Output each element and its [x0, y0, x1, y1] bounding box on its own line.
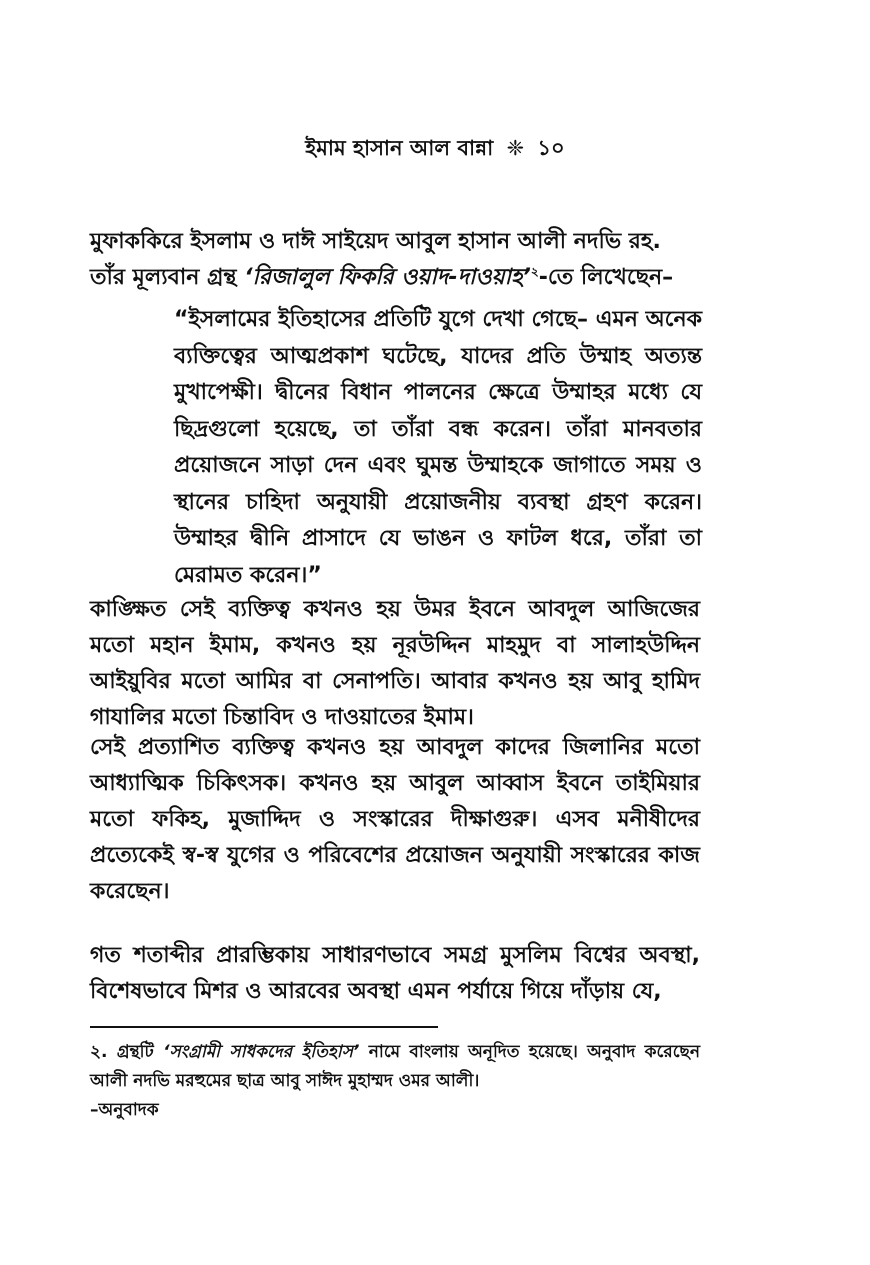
footnote-book-title: ‘সংগ্রামী সাধকদের ইতিহাস’	[163, 1042, 360, 1062]
footnote-divider	[90, 1026, 438, 1028]
body-paragraph-1: কাঙ্ক্ষিত সেই ব্যক্তিত্ব কখনও হয় উমর ইবনে আবদুল আজিজের মতো মহান ইমাম, কখনও হয় নূরউদ্দিন মাহমুদ বা সালাহউদ্দিন আইয়ুবির মতো আমির বা সেনাপতি। আবার কখনও হয় আবু হামিদ গাযালির মতো চিন্তাবিদ ও দাওয়াতের ইমাম।	[90, 597, 700, 730]
block-quote: “ইসলামের ইতিহাসের প্রতিটি যুগে দেখা গেছে– এমন অনেক ব্যক্তিত্বের আত্মপ্রকাশ ঘটেছে, যাদের প্রতি উম্মাহ অত্যন্ত মুখাপেক্ষী। দ্বীনের বিধান পালনের ক্ষেত্রে উম্মাহর মধ্যে যে ছিদ্রগুলো হয়েছে, তা তাঁরা বন্ধ করেন। তাঁরা মানবতার প্রয়োজনে সাড়া দেন এবং ঘুমন্ত উম্মাহকে জাগাতে সময় ও স্থানের চাহিদা অনুযায়ী প্রয়োজনীয় ব্যবস্থা গ্রহণ করেন। উম্মাহর দ্বীনি প্রাসাদে যে ভাঙন ও ফাটল ধরে, তাঁরা তা মেরামত করেন।”	[174, 307, 702, 588]
body-paragraph-2: সেই প্রত্যাশিত ব্যক্তিত্ব কখনও হয় আবদুল কাদের জিলানির মতো আধ্যাত্মিক চিকিৎসক। কখনও হয় আবুল আব্বাস ইবনে তাইমিয়ার মতো ফকিহ, মুজাদ্দিদ ও সংস্কারের দীক্ষাগুরু। এসব মনীষীদের প্রত্যেকেই স্ব-স্ব যুগের ও পরিবেশের প্রয়োজন অনুযায়ী সংস্কারের কাজ করেছেন।	[90, 735, 700, 904]
footnote-number: ২.	[90, 1042, 117, 1062]
ornament-icon: ❈	[506, 136, 525, 160]
running-header	[0, 132, 870, 167]
header-title: ইমাম হাসান আল বান্না	[305, 136, 494, 160]
intro-after-title: -তে লিখেছেন–	[538, 265, 674, 290]
page-number: ১০	[537, 136, 565, 160]
footnote-after-title: নামে বাংলায় অনূদিত হয়েছে। অনুবাদ করেছেন আলী নদভি মরহুমের ছাত্র আবু সাঈদ মুহাম্মদ ওমর আলী।	[90, 1042, 701, 1091]
footnote	[90, 1038, 700, 1125]
intro-book-title: ‘রিজালুল ফিকরি ওয়াদ-দাওয়াহ’	[244, 265, 531, 290]
footnote-reference: ২	[530, 264, 539, 279]
footnote-credit: –অনুবাদক	[90, 1100, 159, 1120]
intro-line-1: মুফাককিরে ইসলাম ও দাঈ সাইয়েদ আবুল হাসান আলী নদভি রহ.	[90, 229, 661, 254]
body-paragraph-3: গত শতাব্দীর প্রারম্ভিকায় সাধারণভাবে সমগ্র মুসলিম বিশ্বের অবস্থা, বিশেষভাবে মিশর ও আরবের অবস্থা এমন পর্যায়ে গিয়ে দাঁড়ায় যে,	[90, 943, 700, 1004]
intro-before-title: তাঁর মূল্যবান গ্রন্থ	[90, 265, 245, 290]
footnote-before-title: গ্রন্থটি	[116, 1042, 164, 1062]
intro-paragraph	[90, 224, 700, 296]
